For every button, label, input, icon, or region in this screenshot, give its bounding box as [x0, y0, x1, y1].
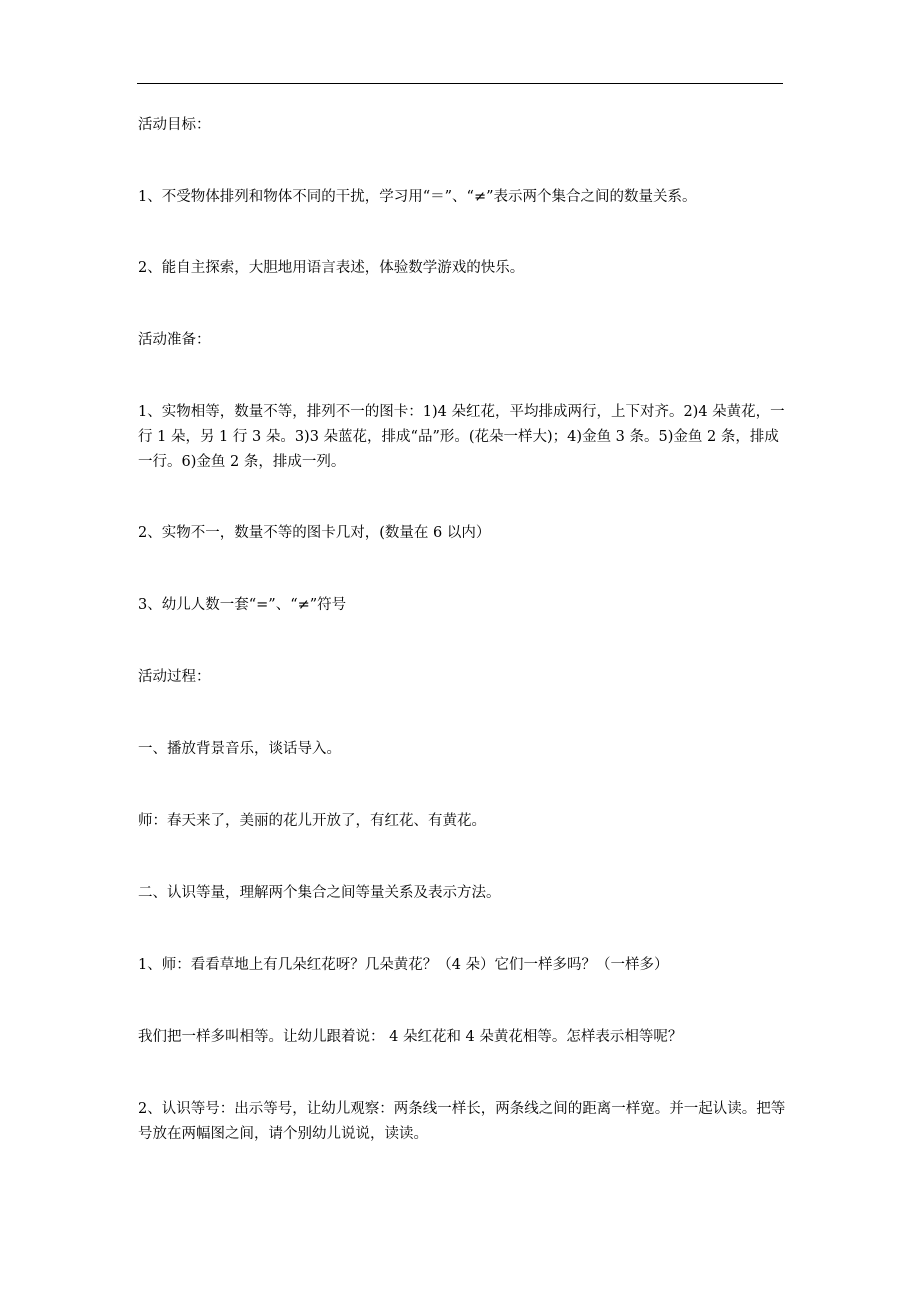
heading-preparation: 活动准备：	[138, 332, 211, 348]
heading-goals: 活动目标：	[138, 117, 211, 133]
paragraph-step-2: 二、认识等量，理解两个集合之间等量关系及表示方法。	[138, 885, 501, 901]
paragraph-equal-explain: 我们把一样多叫相等。让幼儿跟着说： 4 朵红花和 4 朵黄花相等。怎样表示相等呢？	[138, 1029, 683, 1045]
paragraph-step-2-2: 2、认识等号：出示等号，让幼儿观察：两条线一样长，两条线之间的距离一样宽。并一起认读。把等号放在两幅图之间，请个别幼儿说说，读读。	[138, 1101, 786, 1142]
header-rule	[137, 83, 783, 84]
paragraph-goal-2: 2、能自主探索，大胆地用语言表述，体验数学游戏的快乐。	[138, 260, 525, 276]
paragraph-prep-2: 2、实物不一，数量不等的图卡几对，(数量在 6 以内）	[138, 525, 491, 541]
paragraph-step-2-1: 1、师：看看草地上有几朵红花呀？几朵黄花？（4 朵）它们一样多吗？（一样多）	[138, 957, 669, 973]
paragraph-teacher-intro: 师：春天来了，美丽的花儿开放了，有红花、有黄花。	[138, 813, 486, 829]
heading-process: 活动过程：	[138, 669, 211, 685]
paragraph-prep-3: 3、幼儿人数一套“=”、“≠”符号	[138, 597, 347, 613]
paragraph-goal-1: 1、不受物体排列和物体不同的干扰，学习用“＝”、“≠”表示两个集合之间的数量关系。	[138, 189, 697, 205]
paragraph-step-1: 一、播放背景音乐，谈话导入。	[138, 741, 341, 757]
paragraph-prep-1: 1、实物相等，数量不等，排列不一的图卡：1)4 朵红花，平均排成两行，上下对齐。2)4 朵黄花，一行 1 朵，另 1 行 3 朵。3)3 朵蓝花，排成“品”形。(花朵一样大)；4)金鱼 3 条。5)金鱼 2 条，排成一行。6)金鱼 2 条，排成一列。	[138, 404, 785, 470]
